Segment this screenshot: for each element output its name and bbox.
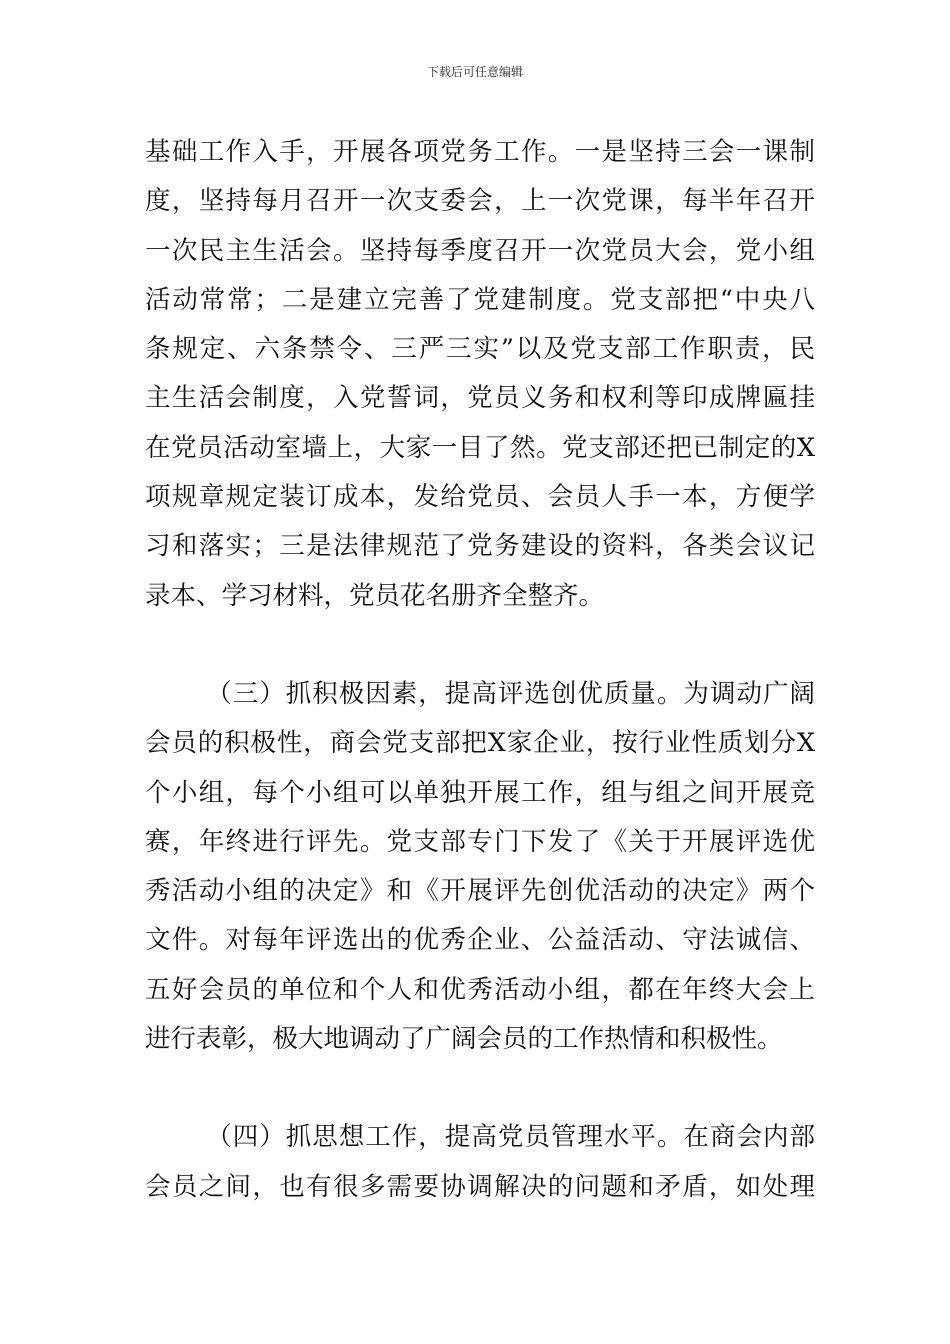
paragraph-section-three xyxy=(145,670,815,1064)
text-line: 赛，年终进行评先。党支部专门下发了《关于开展评选优 xyxy=(145,826,815,857)
text-line: 基础工作入手，开展各项党务工作。一是坚持三会一课制 xyxy=(145,137,815,167)
text-line: 秀活动小组的决定》和《开展评先创优活动的决定》两个 xyxy=(145,876,815,907)
text-line: 个小组，每个小组可以单独开展工作，组与组之间开展竞 xyxy=(145,777,815,808)
paragraph-section-four xyxy=(145,1113,815,1212)
text-line: 习和落实；三是法律规范了党务建设的资料，各类会议记 xyxy=(145,531,815,562)
text-line: 活动常常；二是建立完善了党建制度。党支部把“中央八 xyxy=(145,284,815,315)
text-line: 文件。对每年评选出的优秀企业、公益活动、守法诚信、 xyxy=(145,925,815,956)
text-line: 会员的积极性，商会党支部把X家企业，按行业性质划分X xyxy=(145,728,815,759)
text-line: （三）抓积极因素，提高评选创优质量。为调动广阔 xyxy=(206,678,815,709)
text-line: 条规定、六条禁令、三严三实”以及党支部工作职责，民 xyxy=(145,334,815,365)
text-line: 度，坚持每月召开一次支委会，上一次党课，每半年召开 xyxy=(145,186,815,217)
text-line: 进行表彰，极大地调动了广阔会员的工作热情和积极性。 xyxy=(145,1024,783,1055)
text-line: （四）抓思想工作，提高党员管理水平。在商会内部 xyxy=(206,1122,815,1153)
text-line: 一次民主生活会。坚持每季度召开一次党员大会，党小组 xyxy=(145,235,815,266)
page-header: 下载后可任意编辑 xyxy=(426,65,523,79)
text-line: 项规章规定装订成本，发给党员、会员人手一本，方便学 xyxy=(145,482,815,513)
text-line: 主生活会制度，入党誓词，党员义务和权利等印成牌匾挂 xyxy=(145,383,815,414)
text-line: 在党员活动室墙上，大家一目了然。党支部还把已制定的X xyxy=(145,432,815,463)
text-line: 五好会员的单位和个人和优秀活动小组，都在年终大会上 xyxy=(145,974,815,1005)
text-line: 会员之间，也有很多需要协调解决的问题和矛盾，如处理 xyxy=(145,1171,815,1202)
text-line: 录本、学习材料，党员花名册齐全整齐。 xyxy=(145,580,605,611)
document-body xyxy=(145,128,815,1212)
paragraph-party-work xyxy=(145,128,815,621)
